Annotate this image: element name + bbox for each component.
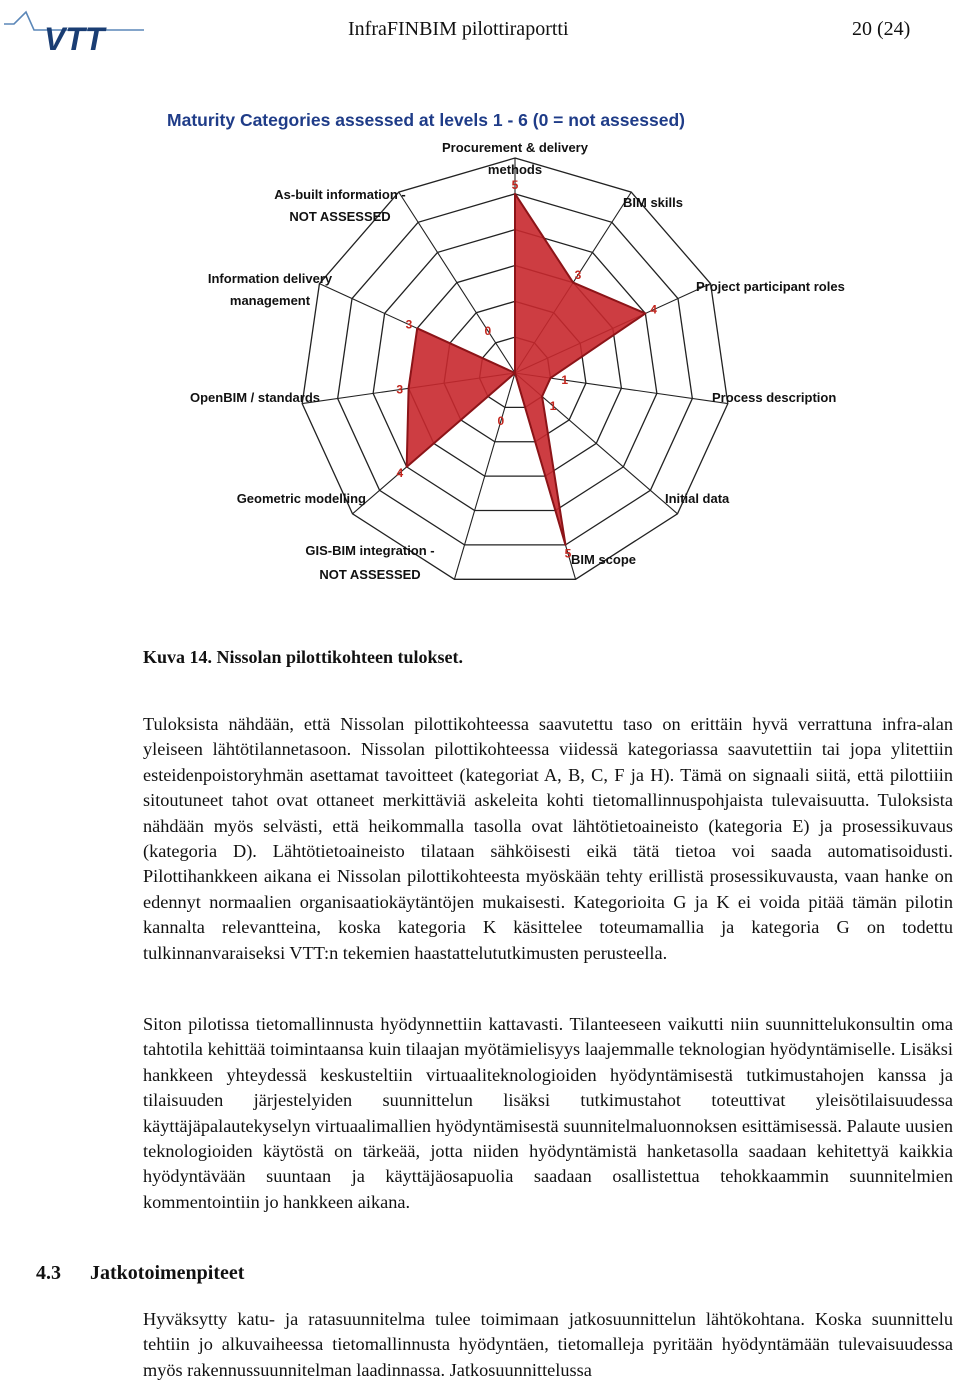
- value-label: 4: [396, 465, 404, 480]
- page-header: [0, 0, 960, 70]
- value-label: 1: [561, 373, 569, 388]
- series-area: [407, 194, 646, 545]
- category-label: BIM scope: [571, 552, 637, 567]
- value-label: 3: [396, 382, 404, 397]
- paragraph-3: Hyväksytty katu- ja ratasuunnitelma tulee toimimaan jatkosuunnittelun lähtökohtana. Koska suunnittelu tehtiin jo alkuvaiheessa tietomallinnusta hyödyntäen, tietomalleja pyritään hyödyntämään tulevaisuudessa myös rakennussuunnitelman laadinnassa. Jatkosuunnittelussa: [143, 1309, 953, 1380]
- category-label: Information delivery management: [207, 271, 333, 308]
- category-label: BIM skills: [623, 195, 683, 210]
- section-heading: [36, 1262, 244, 1285]
- value-label: 0: [484, 323, 492, 338]
- value-label: 0: [497, 414, 505, 429]
- category-label: Geometric modelling: [236, 491, 366, 506]
- category-label: Project participant roles: [696, 279, 845, 294]
- value-label: 5: [511, 177, 519, 192]
- paragraph-1: Tuloksista nähdään, että Nissolan pilottikohteessa saavutettu taso on erittäin hyvä verrattuna infra-alan yleiseen lähtötilannetasoon. Nissolan pilottikohteessa viidessä kategoriassa saavutettiin tai jopa ylitettiin esteidenpoistoryhmän asettamat tavoitteet (kategoriat A, B, C, F ja H). Tämä on signaali siitä, että pilottiiin sitoutuneet tahot ovat ottaneet merkittäviä askeleita kohti tietomallinnuspohjaista tulevaisuutta. Tuloksista nähdään myös selvästi, että heikommalla tasolla ovat lähtötietoaineisto (kategoria E) ja prosessikuvaus (kategoria D). Lähtötietoaineisto tilataan sähköisesti eikä tätä tietoa voi saada automatisoidusti. Pilottihankkeen aikana ei Nissolan pilottikohteesta myöskään tehty erillistä prosessikuvausta, vaan hanke on edennyt normaalien organisaatiokäytäntöjen mukaisesti. Kategorioita G ja K ei voida pitää tämän pilotin kannalta relevantteina, koska kategoria K käsittelee toteumamallia ja kategoria G on todettu tulkinnanvaraiseksi VTT:n tekemien haastattelututkimusten perusteella.: [143, 714, 953, 963]
- category-label: As-built information -NOT ASSESSED: [274, 187, 406, 224]
- logo-text: VTT: [44, 21, 105, 54]
- chart-series: [407, 194, 646, 545]
- category-label: Procurement & delivery methods: [442, 140, 588, 177]
- value-label: 3: [574, 267, 582, 282]
- value-label: 1: [549, 398, 557, 413]
- figure-caption: Kuva 14. Nissolan pilottikohteen tulokset.: [143, 647, 464, 667]
- vtt-logo: [4, 4, 144, 54]
- document-title: InfraFINBIM pilottiraportti: [348, 18, 569, 40]
- category-label: Initial data: [665, 491, 730, 506]
- section-number: 4.3: [36, 1262, 61, 1284]
- page-number: 20 (24): [852, 18, 911, 40]
- chart-title: Maturity Categories assessed at levels 1 - 6 (0 = not assessed): [167, 110, 685, 130]
- paragraph-2: Siton pilotissa tietomallinnusta hyödynnettiin kattavasti. Tilanteeseen vaikutti niin suunnittelukonsultin oma tahtotila kehittää toimintaansa kuin tilaajan myötämielisyys laajemmalle teknologian hyödyntämiselle. Lisäksi hankkeen yhteydessä keskusteltiin virtuaaliteknologioiden hyödyntämisestä tutkimustahojen kanssa ja tilaisuuden järjestelyiden suunnittelun lisäksi tutkimustahot toteuttivat yleisötilaisuudessa käyttäjäpalautekyselyn virtuaalimallien hyödyntämisestä suunnitelmaluonnoksen esittämisessä. Palaute uusien teknologioiden käytöstä on tärkeää, jotta niiden hyödyntämistä hanketasolla saadaan kehitettyä kaikkia hyödyntävään suuntaan ja käyttäjäosapuolia saadaan osallistettua tehokkaammin suunnitelmien kommentointiin jo hankkeen aikana.: [143, 1014, 953, 1212]
- section-title: Jatkotoimenpiteet: [90, 1262, 245, 1284]
- category-label: Process description: [712, 390, 837, 405]
- value-label: 3: [405, 317, 413, 332]
- category-label: OpenBIM / standards: [189, 390, 320, 405]
- category-label: GIS-BIM integration -NOT ASSESSED: [305, 543, 435, 582]
- value-label: 5: [564, 546, 572, 561]
- value-label: 4: [650, 302, 657, 317]
- radar-chart: [150, 100, 870, 600]
